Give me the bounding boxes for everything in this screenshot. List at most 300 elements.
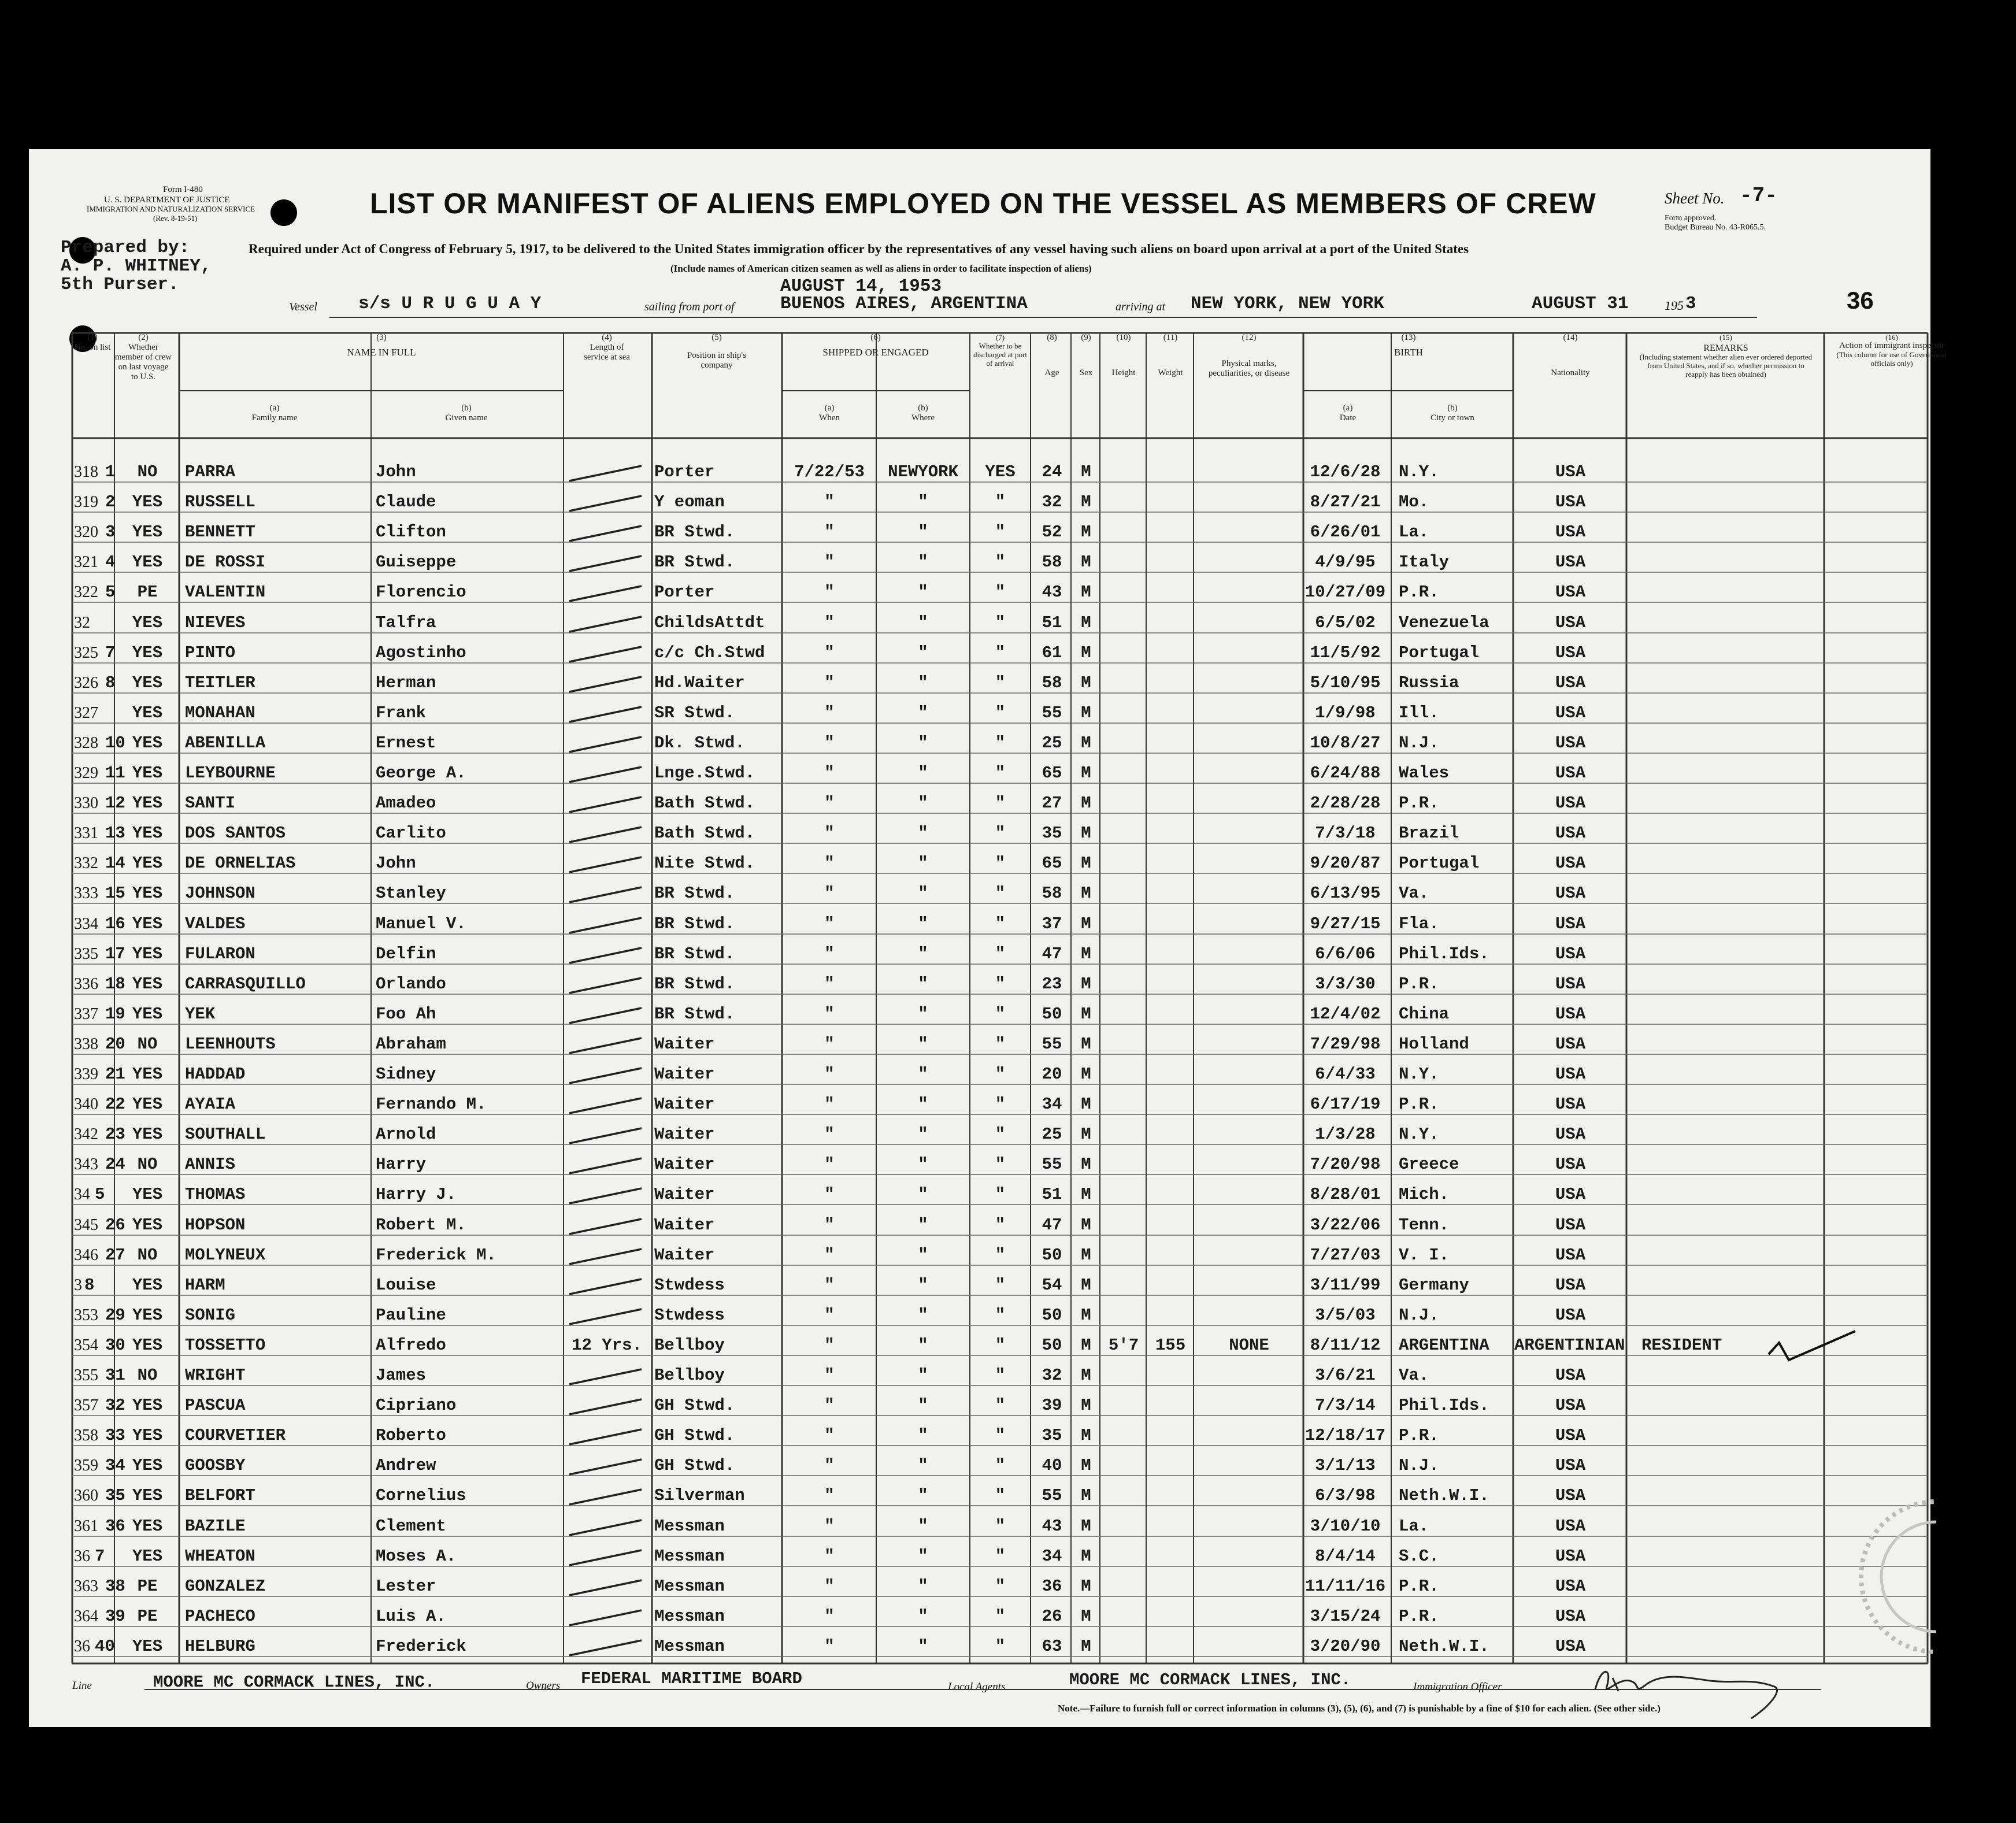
list-number: 34 bbox=[105, 1456, 125, 1475]
list-number: 20 bbox=[105, 1035, 125, 1054]
list-number: 16 bbox=[105, 914, 125, 933]
remarks: RESIDENT bbox=[1641, 1336, 1722, 1355]
discharged: " bbox=[995, 523, 1006, 542]
given-name: Claude bbox=[376, 492, 436, 512]
age: 37 bbox=[1042, 914, 1062, 933]
sex: M bbox=[1081, 1005, 1091, 1024]
age: 27 bbox=[1042, 794, 1062, 813]
sex: M bbox=[1081, 794, 1091, 813]
agency-line-2: IMMIGRATION AND NATURALIZATION SERVICE bbox=[87, 205, 255, 213]
service-tick-mark bbox=[569, 707, 642, 722]
sex: M bbox=[1081, 1125, 1091, 1144]
list-number: 24 bbox=[105, 1155, 125, 1174]
form-number: Form I-480 bbox=[163, 185, 203, 194]
age: 23 bbox=[1042, 975, 1062, 994]
sex: M bbox=[1081, 613, 1091, 632]
discharged: " bbox=[995, 794, 1006, 813]
shipped-where: " bbox=[918, 1216, 928, 1235]
list-ref: 361 bbox=[74, 1517, 98, 1535]
position: BR Stwd. bbox=[654, 884, 735, 903]
birth-date: 6/5/02 bbox=[1315, 613, 1376, 632]
given-name: Frederick bbox=[376, 1637, 466, 1656]
owners-value: FEDERAL MARITIME BOARD bbox=[581, 1669, 802, 1688]
nationality: USA bbox=[1555, 1095, 1586, 1114]
sailing-label: sailing from port of bbox=[644, 301, 735, 313]
family-name: TEITLER bbox=[185, 673, 255, 692]
given-name: John bbox=[376, 462, 416, 481]
list-number: 5 bbox=[95, 1185, 105, 1204]
discharged: " bbox=[995, 1607, 1006, 1626]
birth-place: Brazil bbox=[1399, 824, 1459, 843]
nationality: USA bbox=[1555, 613, 1586, 632]
given-name: Lester bbox=[376, 1577, 436, 1596]
manifest-sheet bbox=[29, 149, 1947, 1727]
prior-voyage: YES bbox=[132, 884, 163, 903]
nationality: USA bbox=[1555, 1035, 1586, 1054]
age: 25 bbox=[1042, 733, 1062, 753]
discharged: " bbox=[995, 1637, 1006, 1656]
nationality: USA bbox=[1555, 914, 1586, 933]
footer-note: Note.—Failure to furnish full or correct information in columns (3), (5), (6), and (7) is punishable by a fine of $10 for each alien. (See other side.) bbox=[1058, 1703, 1661, 1714]
shipped-where: " bbox=[918, 1607, 928, 1626]
family-name: SOUTHALL bbox=[185, 1125, 266, 1144]
service-tick-mark bbox=[569, 496, 642, 511]
position: BR Stwd. bbox=[654, 553, 735, 572]
sex: M bbox=[1081, 1216, 1091, 1235]
shipped-where: " bbox=[918, 1035, 928, 1054]
family-name: HARM bbox=[185, 1276, 225, 1295]
nationality: USA bbox=[1555, 794, 1586, 813]
birth-date: 12/6/28 bbox=[1310, 462, 1381, 481]
discharged: " bbox=[995, 1336, 1006, 1355]
given-name: Frank bbox=[376, 703, 427, 722]
nationality: USA bbox=[1555, 1607, 1586, 1626]
list-number: 4 bbox=[105, 553, 116, 572]
prior-voyage: YES bbox=[132, 1065, 163, 1084]
position: Waiter bbox=[654, 1095, 715, 1114]
sex: M bbox=[1081, 1155, 1091, 1174]
list-ref: 320 bbox=[74, 523, 98, 541]
service-tick-mark bbox=[569, 1249, 642, 1264]
given-name: Arnold bbox=[376, 1125, 436, 1144]
age: 58 bbox=[1042, 673, 1062, 692]
service-tick-mark bbox=[569, 1489, 642, 1505]
shipped-where: " bbox=[918, 643, 928, 662]
birth-place: Italy bbox=[1399, 553, 1450, 572]
birth-date: 12/18/17 bbox=[1305, 1426, 1386, 1445]
shipped-when: " bbox=[824, 824, 835, 843]
sex: M bbox=[1081, 1577, 1091, 1596]
service-length: 12 Yrs. bbox=[572, 1336, 642, 1355]
col-3-header: (3) NAME IN FULL bbox=[347, 333, 416, 358]
birth-place: P.R. bbox=[1399, 975, 1439, 994]
service-tick-mark bbox=[569, 857, 642, 872]
birth-date: 6/6/06 bbox=[1315, 944, 1376, 964]
shipped-where: " bbox=[918, 1125, 928, 1144]
position: Nite Stwd. bbox=[654, 854, 755, 873]
prior-voyage: YES bbox=[132, 824, 163, 843]
prior-voyage: YES bbox=[132, 1426, 163, 1445]
shipped-where: " bbox=[918, 1547, 928, 1566]
discharged: " bbox=[995, 1216, 1006, 1235]
list-ref: 36 bbox=[74, 1547, 90, 1565]
list-ref: 342 bbox=[74, 1125, 98, 1143]
list-number: 2 bbox=[105, 492, 116, 512]
given-name: Manuel V. bbox=[376, 914, 466, 933]
birth-place: ARGENTINA bbox=[1399, 1336, 1489, 1355]
shipped-where: " bbox=[918, 975, 928, 994]
list-ref: 355 bbox=[74, 1366, 98, 1384]
family-name: PACHECO bbox=[185, 1607, 255, 1626]
discharged: " bbox=[995, 492, 1006, 512]
nationality: USA bbox=[1555, 462, 1586, 481]
age: 43 bbox=[1042, 583, 1062, 602]
discharged: " bbox=[995, 673, 1006, 692]
list-number: 40 bbox=[95, 1637, 115, 1656]
shipped-when: " bbox=[824, 794, 835, 813]
shipped-where: " bbox=[918, 1486, 928, 1505]
birth-place: Va. bbox=[1399, 1366, 1429, 1385]
position: Waiter bbox=[654, 1035, 715, 1054]
given-name: Clement bbox=[376, 1517, 446, 1536]
discharged: " bbox=[995, 583, 1006, 602]
nationality: USA bbox=[1555, 733, 1586, 753]
shipped-when: " bbox=[824, 1426, 835, 1445]
form-edition: (Rev. 8-19-51) bbox=[153, 214, 198, 223]
discharged: YES bbox=[985, 462, 1016, 481]
sex: M bbox=[1081, 703, 1091, 722]
discharged: " bbox=[995, 1276, 1006, 1295]
shipped-where: NEWYORK bbox=[888, 462, 958, 481]
list-ref: 336 bbox=[74, 975, 98, 993]
shipped-where: " bbox=[918, 884, 928, 903]
shipped-where: " bbox=[918, 523, 928, 542]
given-name: Pauline bbox=[376, 1306, 446, 1325]
birth-date: 9/27/15 bbox=[1310, 914, 1381, 933]
discharged: " bbox=[995, 1517, 1006, 1536]
age: 34 bbox=[1042, 1547, 1062, 1566]
physical-marks: NONE bbox=[1229, 1336, 1269, 1355]
nationality: USA bbox=[1555, 1185, 1586, 1204]
page-number: 36 bbox=[1847, 287, 1874, 314]
service-tick-mark bbox=[569, 1128, 642, 1143]
form-subtitle: Required under Act of Congress of February 5, 1917, to be delivered to the United States immigration officer by the representatives of any vessel having such aliens on board upon arrival at a port of the United States bbox=[249, 242, 1469, 256]
sex: M bbox=[1081, 884, 1091, 903]
shipped-when: " bbox=[824, 1547, 835, 1566]
list-ref: 3 bbox=[74, 1276, 82, 1294]
family-name: RUSSELL bbox=[185, 492, 255, 512]
prior-voyage: YES bbox=[132, 733, 163, 753]
family-name: DE ROSSI bbox=[185, 553, 266, 572]
prior-voyage: YES bbox=[132, 1517, 163, 1536]
position: Porter bbox=[654, 583, 715, 602]
given-name: Cornelius bbox=[376, 1486, 466, 1505]
discharged: " bbox=[995, 764, 1006, 783]
shipped-where: " bbox=[918, 492, 928, 512]
col-8-header: (8) Age bbox=[1044, 333, 1059, 377]
check-mark bbox=[1763, 1325, 1867, 1366]
family-name: DOS SANTOS bbox=[185, 824, 286, 843]
given-name: Robert M. bbox=[376, 1216, 466, 1235]
birth-place: P.R. bbox=[1399, 1095, 1439, 1114]
nationality: USA bbox=[1555, 523, 1586, 542]
budget-bureau: Budget Bureau No. 43-R065.5. bbox=[1665, 223, 1766, 232]
service-tick-mark bbox=[569, 1640, 642, 1655]
discharged: " bbox=[995, 1547, 1006, 1566]
service-tick-mark bbox=[569, 586, 642, 601]
age: 47 bbox=[1042, 1216, 1062, 1235]
position: Silverman bbox=[654, 1486, 745, 1505]
list-number: 19 bbox=[105, 1005, 125, 1024]
birth-place: P.R. bbox=[1399, 1426, 1439, 1445]
nationality: USA bbox=[1555, 1396, 1586, 1415]
nationality: USA bbox=[1555, 824, 1586, 843]
service-tick-mark bbox=[569, 797, 642, 812]
family-name: PINTO bbox=[185, 643, 236, 662]
list-ref: 364 bbox=[74, 1607, 98, 1625]
shipped-when: " bbox=[824, 1456, 835, 1475]
sex: M bbox=[1081, 1185, 1091, 1204]
family-name: FULARON bbox=[185, 944, 255, 964]
service-tick-mark bbox=[569, 948, 642, 963]
discharged: " bbox=[995, 1035, 1006, 1054]
service-tick-mark bbox=[569, 1520, 642, 1535]
shipped-when: " bbox=[824, 1216, 835, 1235]
prior-voyage: YES bbox=[132, 643, 163, 662]
discharged: " bbox=[995, 1306, 1006, 1325]
col-4-header: (4) Length of service at sea bbox=[584, 333, 630, 362]
birth-place: Ill. bbox=[1399, 703, 1439, 722]
age: 47 bbox=[1042, 944, 1062, 964]
given-name: Frederick M. bbox=[376, 1246, 496, 1265]
shipped-where: " bbox=[918, 1517, 928, 1536]
prior-voyage: YES bbox=[132, 1547, 163, 1566]
position: GH Stwd. bbox=[654, 1456, 735, 1475]
shipped-where: " bbox=[918, 1246, 928, 1265]
shipped-where: " bbox=[918, 1456, 928, 1475]
given-name: Harry bbox=[376, 1155, 427, 1174]
preparer-name: A. P. WHITNEY, bbox=[61, 256, 212, 276]
sex: M bbox=[1081, 643, 1091, 662]
sex: M bbox=[1081, 1637, 1091, 1656]
list-ref: 357 bbox=[74, 1396, 98, 1414]
family-name: WHEATON bbox=[185, 1547, 255, 1566]
discharged: " bbox=[995, 1005, 1006, 1024]
shipped-when: " bbox=[824, 1396, 835, 1415]
list-ref: 32 bbox=[74, 614, 90, 632]
birth-place: Neth.W.I. bbox=[1399, 1637, 1489, 1656]
service-tick-mark bbox=[569, 827, 642, 842]
col-3b-header: (b) Given name bbox=[445, 403, 488, 423]
col-1-header: (1) No. on list bbox=[74, 333, 111, 352]
service-tick-mark bbox=[569, 617, 642, 632]
nationality: USA bbox=[1555, 583, 1586, 602]
discharged: " bbox=[995, 975, 1006, 994]
agents-label: Local Agents bbox=[948, 1681, 1006, 1693]
family-name: YEK bbox=[185, 1005, 216, 1024]
prior-voyage: YES bbox=[132, 703, 163, 722]
family-name: ANNIS bbox=[185, 1155, 236, 1174]
birth-date: 10/8/27 bbox=[1310, 733, 1381, 753]
prior-voyage: YES bbox=[132, 673, 163, 692]
service-tick-mark bbox=[569, 1098, 642, 1113]
list-number: 27 bbox=[105, 1246, 125, 1265]
shipped-when: " bbox=[824, 1005, 835, 1024]
service-tick-mark bbox=[569, 1219, 642, 1234]
service-tick-mark bbox=[569, 1610, 642, 1625]
list-number: 14 bbox=[105, 854, 125, 873]
col-14-header: (14) Nationality bbox=[1551, 333, 1590, 377]
col-5-header: (5) Position in ship's company bbox=[687, 333, 746, 370]
nationality: USA bbox=[1555, 1155, 1586, 1174]
nationality: USA bbox=[1555, 1065, 1586, 1084]
prior-voyage: PE bbox=[137, 1577, 158, 1596]
family-name: NIEVES bbox=[185, 613, 246, 632]
given-name: Stanley bbox=[376, 884, 446, 903]
given-name: Florencio bbox=[376, 583, 466, 602]
shipped-where: " bbox=[918, 1396, 928, 1415]
nationality: USA bbox=[1555, 1125, 1586, 1144]
prior-voyage: YES bbox=[132, 1185, 163, 1204]
given-name: John bbox=[376, 854, 416, 873]
arriving-label: arriving at bbox=[1116, 301, 1166, 313]
prior-voyage: PE bbox=[137, 1607, 158, 1626]
service-tick-mark bbox=[569, 1550, 642, 1565]
nationality: USA bbox=[1555, 1216, 1586, 1235]
family-name: PASCUA bbox=[185, 1396, 246, 1415]
sex: M bbox=[1081, 1426, 1091, 1445]
sex: M bbox=[1081, 733, 1091, 753]
prior-voyage: YES bbox=[132, 1637, 163, 1656]
list-number: 12 bbox=[105, 794, 125, 813]
prior-voyage: YES bbox=[132, 553, 163, 572]
position: Messman bbox=[654, 1607, 725, 1626]
given-name: Ernest bbox=[376, 733, 436, 753]
given-name: Cipriano bbox=[376, 1396, 457, 1415]
age: 35 bbox=[1042, 1426, 1062, 1445]
line-label: Line bbox=[72, 1680, 92, 1692]
sex: M bbox=[1081, 1517, 1091, 1536]
family-name: GOOSBY bbox=[185, 1456, 246, 1475]
service-tick-mark bbox=[569, 887, 642, 902]
age: 32 bbox=[1042, 492, 1062, 512]
service-tick-mark bbox=[569, 526, 642, 541]
family-name: AYAIA bbox=[185, 1095, 236, 1114]
list-number: 39 bbox=[105, 1607, 125, 1626]
birth-place: Portugal bbox=[1399, 643, 1480, 662]
shipped-where: " bbox=[918, 1095, 928, 1114]
list-number: 8 bbox=[105, 673, 116, 692]
shipped-when: " bbox=[824, 1125, 835, 1144]
age: 40 bbox=[1042, 1456, 1062, 1475]
shipped-where: " bbox=[918, 824, 928, 843]
col-10-header: (10) Height bbox=[1111, 333, 1136, 377]
prior-voyage: YES bbox=[132, 1306, 163, 1325]
shipped-when: " bbox=[824, 1637, 835, 1656]
shipped-where: " bbox=[918, 1155, 928, 1174]
sex: M bbox=[1081, 764, 1091, 783]
list-number: 10 bbox=[105, 733, 125, 753]
col-16-header: (16) Action of immigrant inspector (This column for use of Government officials only) bbox=[1836, 333, 1947, 368]
age: 65 bbox=[1042, 854, 1062, 873]
birth-place: Portugal bbox=[1399, 854, 1480, 873]
discharged: " bbox=[995, 884, 1006, 903]
nationality: USA bbox=[1555, 944, 1586, 964]
list-ref: 346 bbox=[74, 1246, 98, 1264]
position: ChildsAttdt bbox=[654, 613, 765, 632]
shipped-when: " bbox=[824, 643, 835, 662]
shipped-where: " bbox=[918, 733, 928, 753]
position: Messman bbox=[654, 1547, 725, 1566]
list-ref: 319 bbox=[74, 493, 98, 511]
shipped-when: " bbox=[824, 1306, 835, 1325]
shipped-when: " bbox=[824, 583, 835, 602]
list-ref: 325 bbox=[74, 644, 98, 662]
sex: M bbox=[1081, 1486, 1091, 1505]
vessel-name: s/s U R U G U A Y bbox=[358, 294, 542, 314]
nationality: USA bbox=[1555, 1366, 1586, 1385]
position: BR Stwd. bbox=[654, 944, 735, 964]
prior-voyage: NO bbox=[137, 1366, 158, 1385]
list-number: 18 bbox=[105, 975, 125, 994]
nationality: USA bbox=[1555, 703, 1586, 722]
prior-voyage: PE bbox=[137, 583, 158, 602]
list-ref: 354 bbox=[74, 1336, 98, 1354]
birth-place: Greece bbox=[1399, 1155, 1459, 1174]
col-13-header: (13) BIRTH bbox=[1394, 333, 1423, 358]
position: Dk. Stwd. bbox=[654, 733, 745, 753]
age: 58 bbox=[1042, 884, 1062, 903]
shipped-where: " bbox=[918, 1336, 928, 1355]
family-name: ABENILLA bbox=[185, 733, 266, 753]
list-ref: 34 bbox=[74, 1185, 90, 1203]
age: 50 bbox=[1042, 1306, 1062, 1325]
preparer-label: Prepared by: bbox=[61, 238, 190, 258]
list-ref: 363 bbox=[74, 1577, 98, 1595]
preparer-title: 5th Purser. bbox=[61, 275, 179, 295]
shipped-where: " bbox=[918, 1577, 928, 1596]
shipped-when: " bbox=[824, 733, 835, 753]
list-number: 11 bbox=[105, 764, 125, 783]
birth-place: Mich. bbox=[1399, 1185, 1450, 1204]
discharged: " bbox=[995, 553, 1006, 572]
birth-place: P.R. bbox=[1399, 1607, 1439, 1626]
age: 34 bbox=[1042, 1095, 1062, 1114]
nationality: USA bbox=[1555, 492, 1586, 512]
form-approved: Form approved. bbox=[1665, 214, 1717, 223]
agents-value: MOORE MC CORMACK LINES, INC. bbox=[1069, 1670, 1351, 1689]
service-tick-mark bbox=[569, 767, 642, 782]
arrival-port: NEW YORK, NEW YORK bbox=[1191, 294, 1384, 314]
family-name: WRIGHT bbox=[185, 1366, 246, 1385]
position: Bellboy bbox=[654, 1336, 725, 1355]
family-name: MONAHAN bbox=[185, 703, 255, 722]
sheet-number: -7- bbox=[1740, 184, 1777, 208]
list-ref: 318 bbox=[74, 463, 98, 481]
prior-voyage: YES bbox=[132, 1336, 163, 1355]
position: BR Stwd. bbox=[654, 523, 735, 542]
list-ref: 337 bbox=[74, 1005, 98, 1023]
prior-voyage: NO bbox=[137, 1246, 158, 1265]
birth-place: N.J. bbox=[1399, 1306, 1439, 1325]
family-name: BAZILE bbox=[185, 1517, 246, 1536]
agency-line-1: U. S. DEPARTMENT OF JUSTICE bbox=[104, 195, 230, 205]
shipped-when: " bbox=[824, 703, 835, 722]
birth-date: 6/13/95 bbox=[1310, 884, 1381, 903]
given-name: Luis A. bbox=[376, 1607, 446, 1626]
arrival-year-printed: 195 bbox=[1665, 298, 1684, 313]
shipped-when: 7/22/53 bbox=[794, 462, 865, 481]
